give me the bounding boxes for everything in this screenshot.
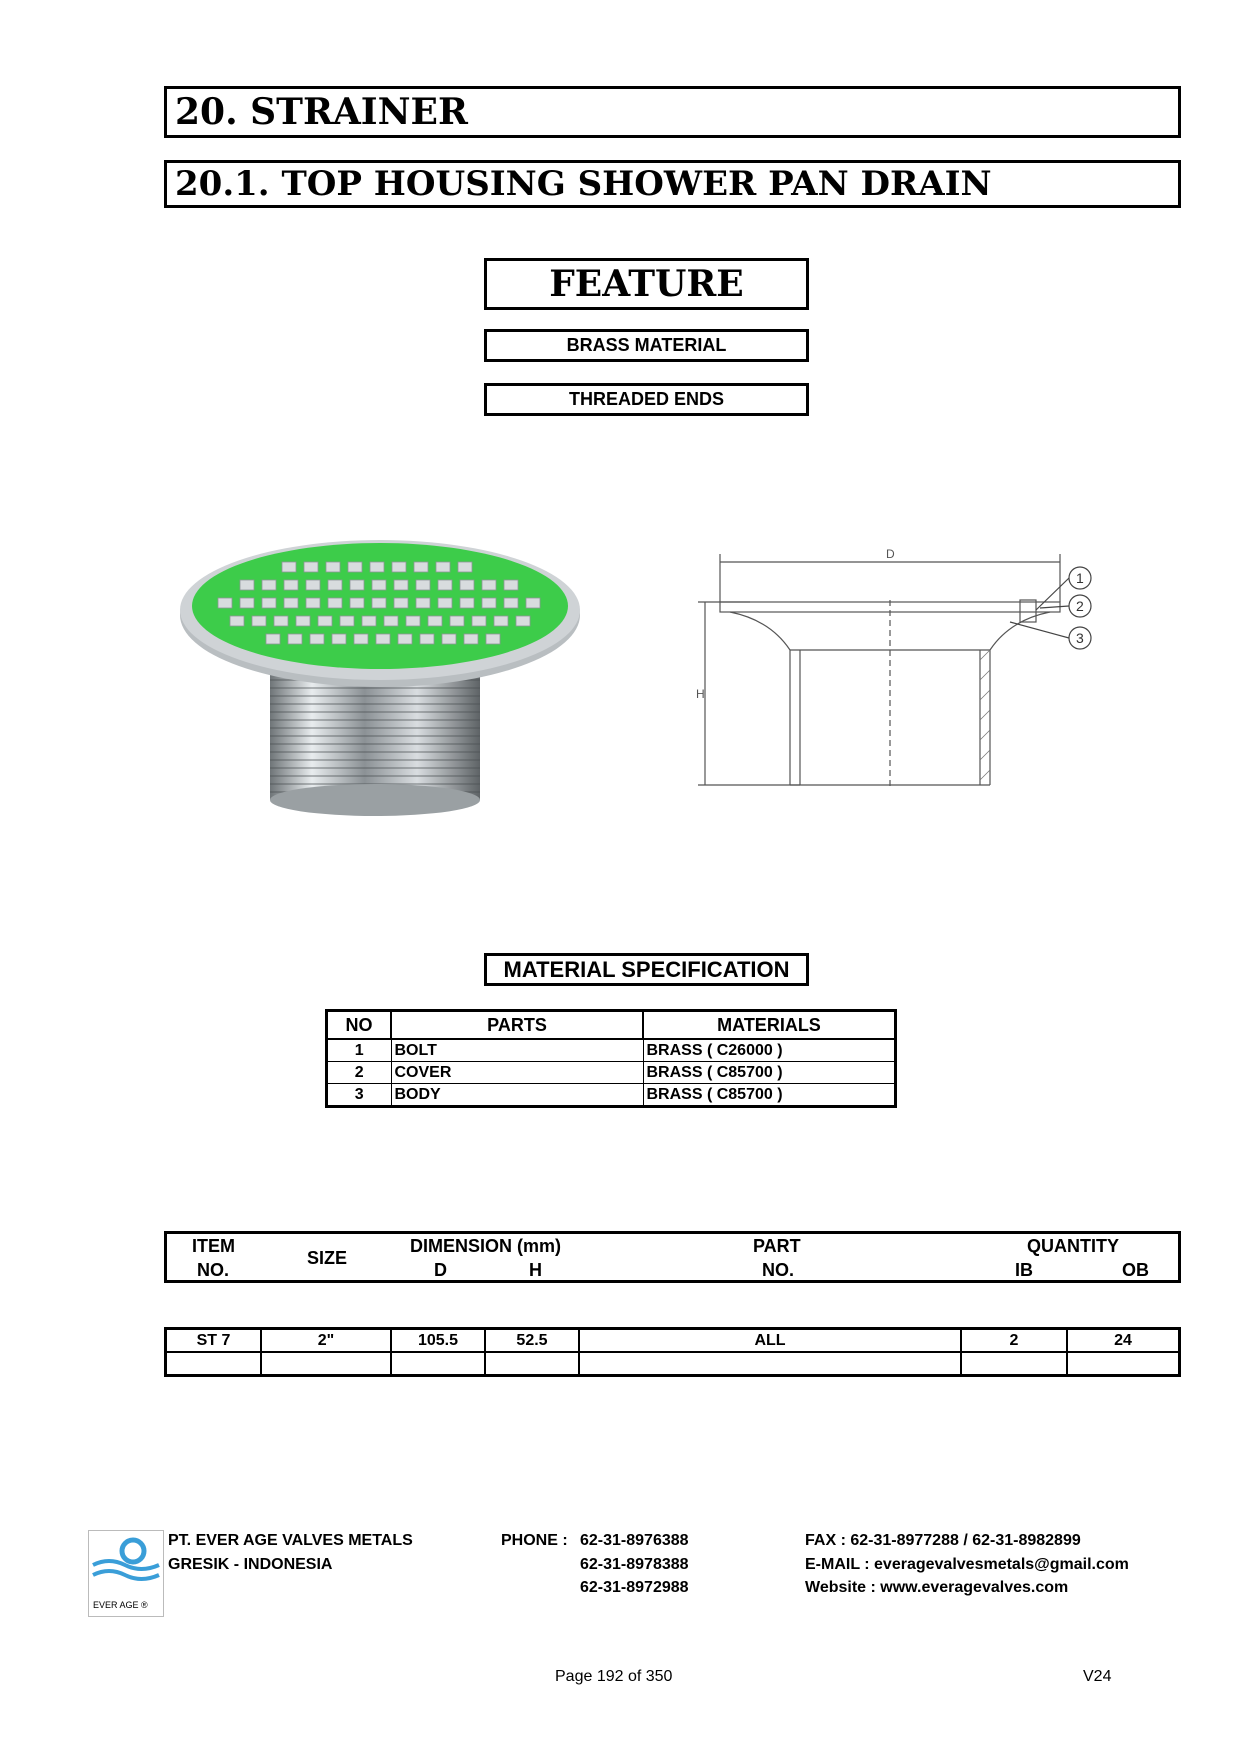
cell-material: BRASS ( C85700 ) (643, 1062, 896, 1084)
product-photo (170, 540, 600, 820)
cell-part: BOLT (391, 1039, 643, 1062)
website: Website : www.everagevalves.com (805, 1579, 1069, 1596)
table-row (327, 1039, 896, 1062)
feature-item-brass: BRASS MATERIAL (484, 329, 809, 362)
cell-ob: 24 (1067, 1329, 1180, 1353)
email: E-MAIL : everagevalvesmetals@gmail.com (805, 1556, 1129, 1573)
table-row (327, 1062, 896, 1084)
cell-size: 2" (261, 1329, 391, 1353)
feature-title: FEATURE (484, 258, 809, 310)
version: V24 (1083, 1668, 1112, 1685)
header-item: ITEM (192, 1236, 235, 1256)
header-h: H (529, 1260, 542, 1280)
callout-1: 1 (1076, 570, 1084, 586)
feature-item-threaded: THREADED ENDS (484, 383, 809, 416)
cell-part: COVER (391, 1062, 643, 1084)
subsection-title: 20.1. TOP HOUSING SHOWER PAN DRAIN (164, 160, 1181, 208)
material-spec-table (325, 1009, 897, 1108)
cell-empty (261, 1352, 391, 1376)
fax: FAX : 62-31-8977288 / 62-31-8982899 (805, 1532, 1081, 1549)
header-item-no: NO. (197, 1260, 230, 1280)
section-title: 20. STRAINER (164, 86, 1181, 138)
cell-material: BRASS ( C85700 ) (643, 1084, 896, 1107)
phone-3: 62-31-8972988 (580, 1579, 689, 1596)
cell-empty (485, 1352, 579, 1376)
item-table (164, 1327, 1181, 1377)
cell-no: 2 (327, 1062, 392, 1084)
logo-text: EVER AGE ® (93, 1600, 148, 1610)
cell-empty (1067, 1352, 1180, 1376)
header-part: PART (753, 1236, 801, 1256)
cell-part: BODY (391, 1084, 643, 1107)
company-location: GRESIK - INDONESIA (168, 1556, 333, 1573)
cell-d: 105.5 (391, 1329, 485, 1353)
cell-empty (166, 1352, 262, 1376)
phone-2: 62-31-8978388 (580, 1556, 689, 1573)
header-part-no: NO. (762, 1260, 795, 1280)
cell-part: ALL (579, 1329, 961, 1353)
cell-empty (961, 1352, 1067, 1376)
cell-ib: 2 (961, 1329, 1067, 1353)
header-size: SIZE (307, 1248, 348, 1268)
company-name: PT. EVER AGE VALVES METALS (168, 1532, 413, 1549)
cell-empty (391, 1352, 485, 1376)
callout-3: 3 (1076, 630, 1084, 646)
item-table-header (164, 1231, 1181, 1283)
table-row (166, 1329, 1180, 1353)
cell-h: 52.5 (485, 1329, 579, 1353)
phone-label: PHONE : (501, 1532, 568, 1549)
table-row (166, 1352, 1180, 1376)
cell-no: 1 (327, 1039, 392, 1062)
header-d: D (434, 1260, 447, 1280)
header-materials: MATERIALS (643, 1011, 896, 1040)
material-spec-title: MATERIAL SPECIFICATION (484, 953, 809, 986)
callout-2: 2 (1076, 598, 1084, 614)
table-row (327, 1084, 896, 1107)
technical-drawing (690, 540, 1120, 810)
wave-logo-icon (89, 1531, 163, 1591)
header-no: NO (327, 1011, 392, 1040)
header-ob: OB (1122, 1260, 1149, 1280)
cell-material: BRASS ( C26000 ) (643, 1039, 896, 1062)
dimension-h-label: H (696, 687, 705, 701)
cell-empty (579, 1352, 961, 1376)
header-ib: IB (1015, 1260, 1033, 1280)
page-number: Page 192 of 350 (555, 1668, 673, 1685)
header-quantity: QUANTITY (1027, 1236, 1119, 1256)
header-parts: PARTS (391, 1011, 643, 1040)
company-logo (88, 1530, 164, 1617)
phone-1: 62-31-8976388 (580, 1532, 689, 1549)
dimension-d-label: D (886, 547, 895, 561)
cell-no: 3 (327, 1084, 392, 1107)
cell-item: ST 7 (166, 1329, 262, 1353)
header-dimension: DIMENSION (mm) (410, 1236, 562, 1256)
